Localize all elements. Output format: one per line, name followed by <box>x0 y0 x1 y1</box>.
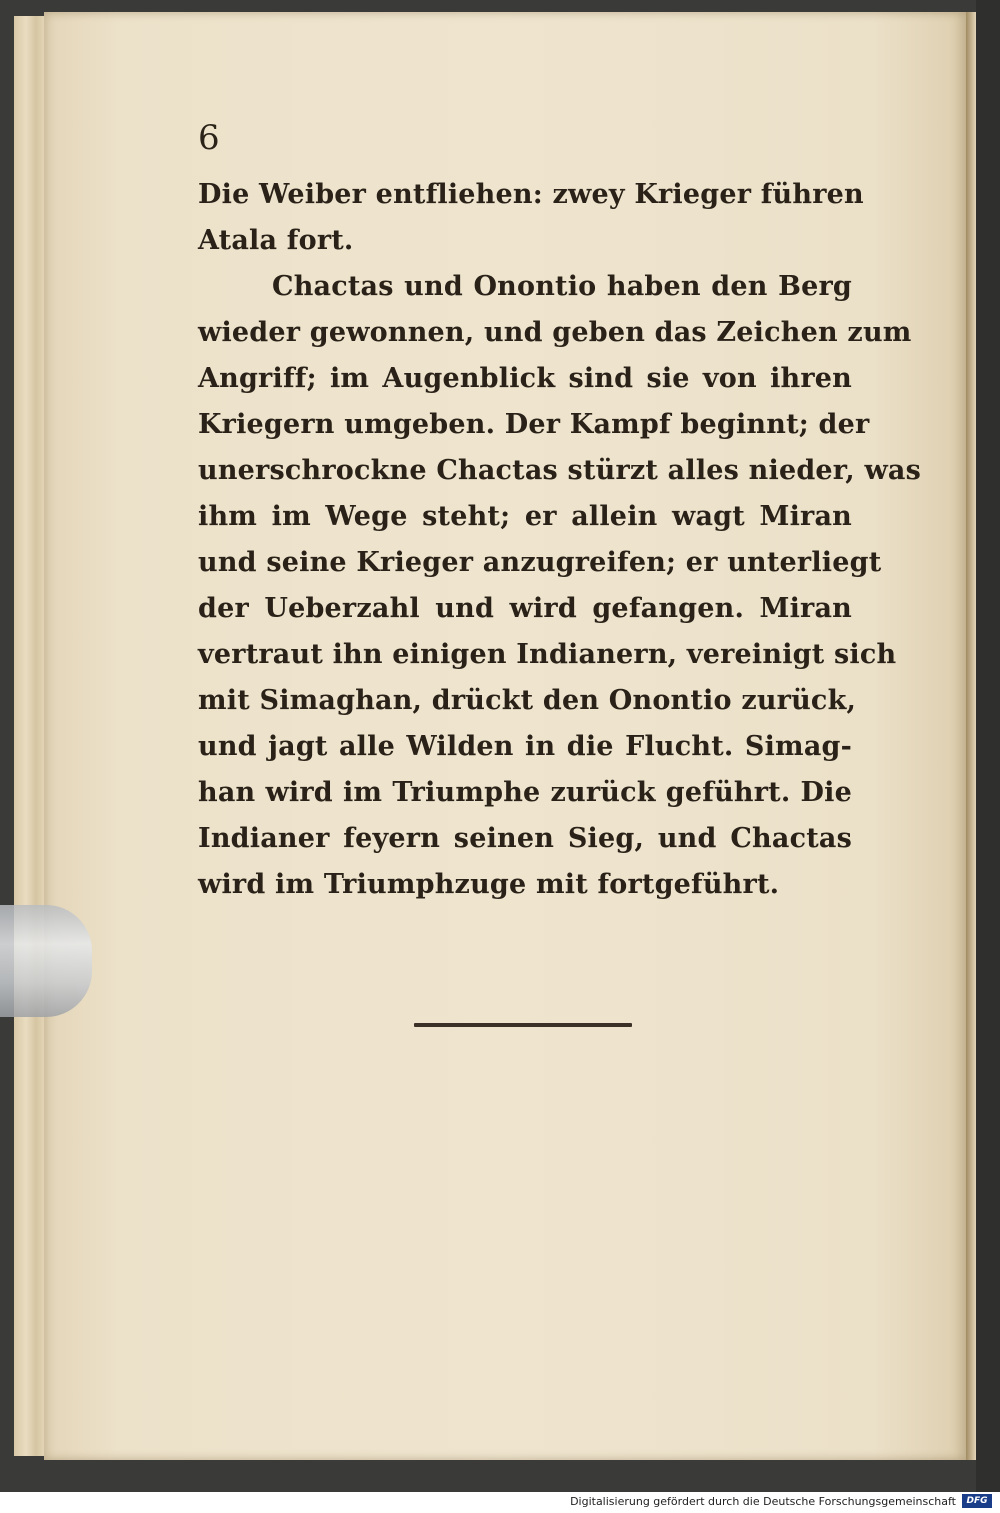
dfg-logo: DFG <box>962 1494 992 1508</box>
end-rule <box>414 1023 632 1027</box>
text-line: mit Simaghan, drückt den Onontio zurück, <box>198 685 857 716</box>
page-clip <box>0 905 92 1017</box>
text-line: und jagt alle Wilden in die Flucht. Simag- <box>198 731 852 762</box>
text-line: wieder gewonnen, und geben das Zeichen zum <box>198 317 912 348</box>
text-line: wird im Triumphzuge mit fortgeführt. <box>198 869 780 900</box>
scan-background <box>976 0 1000 1492</box>
text-line: Atala fort. <box>198 225 354 256</box>
text-line: vertraut ihn einigen Indianern, vereinigt sich <box>198 639 897 670</box>
funding-credit: Digitalisierung gefördert durch die Deutsche Forschungsgemeinschaft <box>570 1495 956 1508</box>
text-line: ihm im Wege steht; er allein wagt Miran <box>198 501 852 532</box>
body-text <box>198 172 921 908</box>
text-line: und seine Krieger anzugreifen; er unterliegt <box>198 547 882 578</box>
gutter-shadow <box>966 12 976 1460</box>
text-line: Kriegern umgeben. Der Kampf beginnt; der <box>198 409 870 440</box>
page-number: 6 <box>198 118 220 158</box>
text-line: Chactas und Onontio haben den Berg <box>272 271 852 302</box>
text-line: Angriff; im Augenblick sind sie von ihren <box>198 363 852 394</box>
text-line: unerschrockne Chactas stürzt alles nieder, was <box>198 455 921 486</box>
text-line: Die Weiber entfliehen: zwey Krieger führen <box>198 179 864 210</box>
text-line: han wird im Triumphe zurück geführt. Die <box>198 777 852 808</box>
text-line: Indianer feyern seinen Sieg, und Chactas <box>198 823 852 854</box>
text-line: der Ueberzahl und wird gefangen. Miran <box>198 593 852 624</box>
